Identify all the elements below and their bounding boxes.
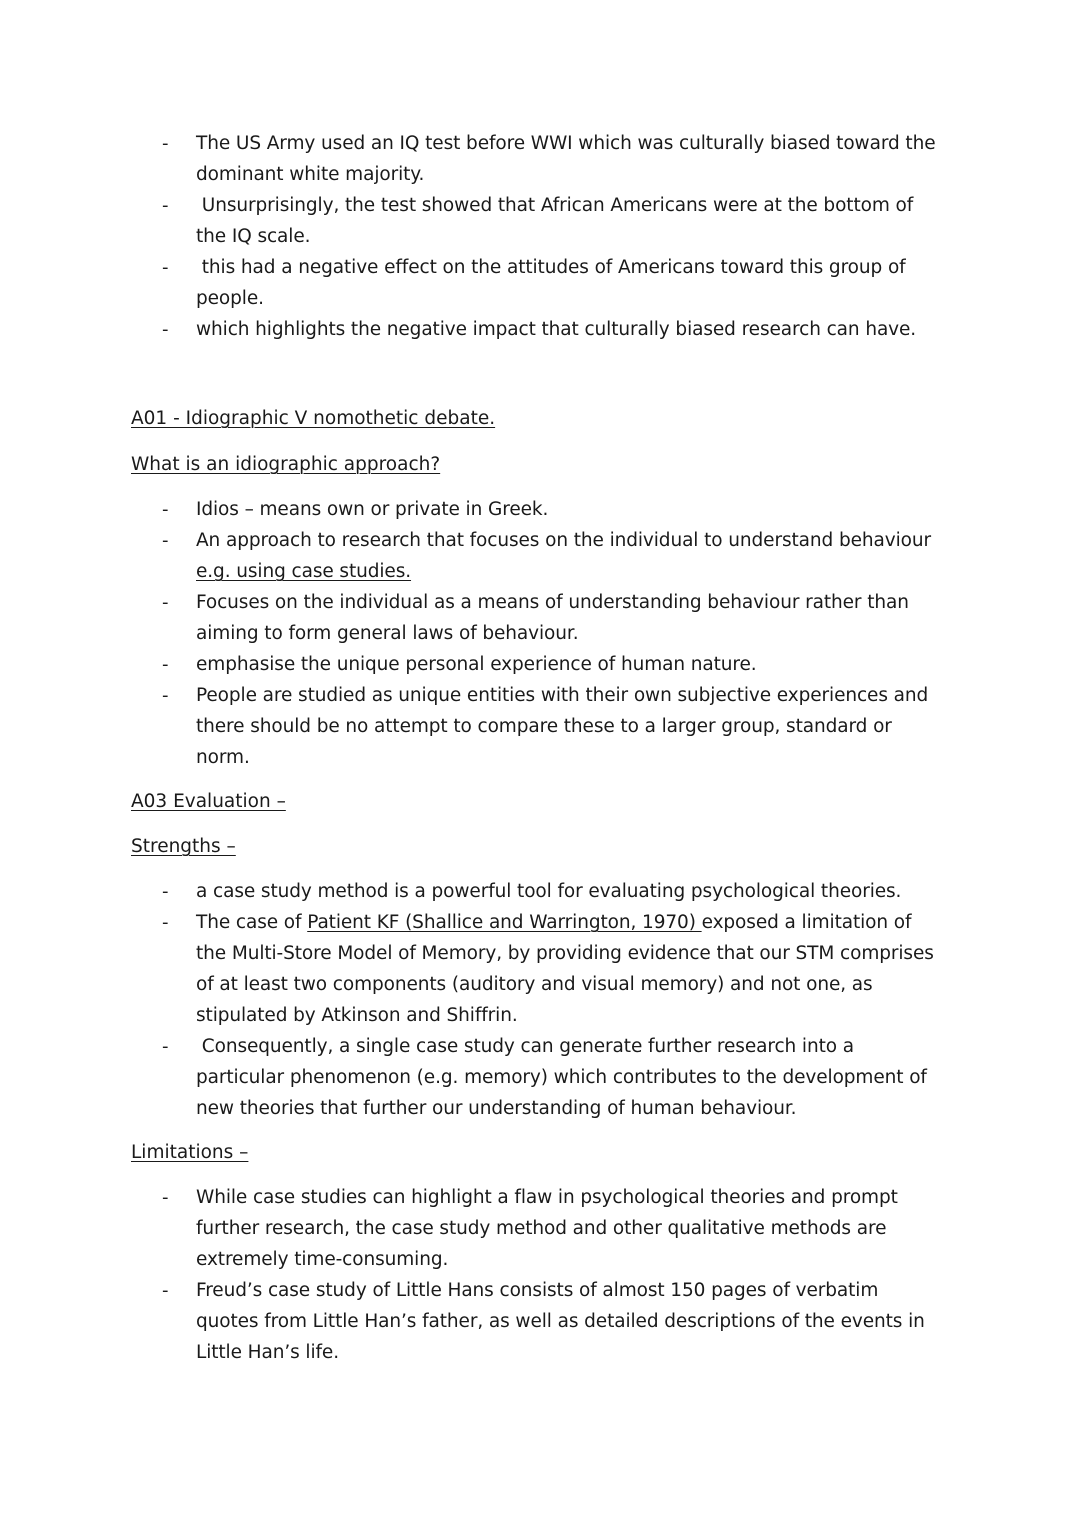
list-item-text: The case of	[196, 912, 308, 933]
list-item	[0, 680, 946, 773]
case-studies-link[interactable]: e.g. using case studies.	[196, 561, 412, 582]
idiographic-list-block	[0, 494, 1080, 773]
dash-bullet: -	[162, 1036, 169, 1057]
list-item-text: which highlights the negative impact that culturally biased research can have.	[196, 319, 917, 340]
culture-bias-list-block	[0, 128, 1080, 345]
list-item-text: Focuses on the individual as a means of understanding behaviour rather than aiming to form general laws of behaviour.	[196, 592, 909, 644]
list-item	[0, 1031, 946, 1124]
dash-bullet: -	[162, 257, 169, 278]
dash-bullet: -	[162, 530, 169, 551]
list-item	[0, 876, 946, 907]
list-item-text: a case study method is a powerful tool for evaluating psychological theories.	[196, 881, 902, 902]
dash-bullet: -	[162, 1187, 169, 1208]
limitations-list	[0, 1182, 1080, 1368]
dash-bullet: -	[162, 1280, 169, 1301]
list-item-text: Idios – means own or private in Greek.	[196, 499, 549, 520]
list-item	[0, 128, 946, 190]
dash-bullet: -	[162, 881, 169, 902]
list-item-text: emphasise the unique personal experience of human nature.	[196, 654, 757, 675]
list-item	[0, 1275, 946, 1368]
strengths-list-block	[0, 876, 1080, 1124]
list-item-text: Consequently, a single case study can generate further research into a particular phenomenon (e.g. memory) which contributes to the development of new theories that further our understanding of human behaviour.	[196, 1036, 927, 1119]
list-item	[0, 649, 946, 680]
patient-kf-link[interactable]: Patient KF (Shallice and Warrington, 1970)	[307, 912, 702, 933]
dash-bullet: -	[162, 912, 169, 933]
idiographic-list	[0, 494, 1080, 773]
list-item-text: While case studies can highlight a flaw in psychological theories and prompt further research, the case study method and other qualitative methods are extremely time-consuming.	[196, 1187, 898, 1270]
list-item	[0, 190, 946, 252]
list-item-text: An approach to research that focuses on the individual to understand behaviour	[196, 530, 931, 551]
list-item-text: Unsurprisingly, the test showed that African Americans were at the bottom of the IQ scale.	[196, 195, 914, 247]
strengths-list	[0, 876, 1080, 1124]
list-item	[0, 1182, 946, 1275]
dash-bullet: -	[162, 195, 169, 216]
list-item-text: The US Army used an IQ test before WWI which was culturally biased toward the dominant white majority.	[196, 133, 936, 185]
list-item	[0, 587, 946, 649]
limitations-list-block	[0, 1182, 1080, 1368]
list-item	[0, 252, 946, 314]
dash-bullet: -	[162, 592, 169, 613]
heading-debate: A01 - Idiographic V nomothetic debate.	[131, 408, 496, 429]
dash-bullet: -	[162, 499, 169, 520]
heading-limitations: Limitations –	[131, 1142, 249, 1163]
heading-evaluation: A03 Evaluation –	[131, 791, 286, 812]
dash-bullet: -	[162, 685, 169, 706]
list-item-text: exposed a limitation of the Multi-Store Model of Memory, by providing evidence that our STM comprises of at least two components (auditory and visual memory) and not one, as stipulated by Atkinson and Shiffrin.	[196, 912, 934, 1026]
list-item	[0, 494, 946, 525]
list-item-text: Freud’s case study of Little Hans consists of almost 150 pages of verbatim quotes from Little Han’s father, as well as detailed descriptions of the events in Little Han’s life.	[196, 1280, 925, 1363]
heading-what-is-idiographic: What is an idiographic approach?	[131, 454, 441, 475]
list-item-text: this had a negative effect on the attitudes of Americans toward this group of people.	[196, 257, 906, 309]
list-item	[0, 314, 946, 345]
dash-bullet: -	[162, 319, 169, 340]
culture-bias-list	[0, 128, 1080, 345]
dash-bullet: -	[162, 654, 169, 675]
list-item	[0, 525, 946, 587]
dash-bullet: -	[162, 133, 169, 154]
heading-strengths: Strengths –	[131, 836, 236, 857]
list-item-text: People are studied as unique entities with their own subjective experiences and there should be no attempt to compare these to a larger group, standard or norm.	[196, 685, 929, 768]
list-item	[0, 907, 946, 1031]
